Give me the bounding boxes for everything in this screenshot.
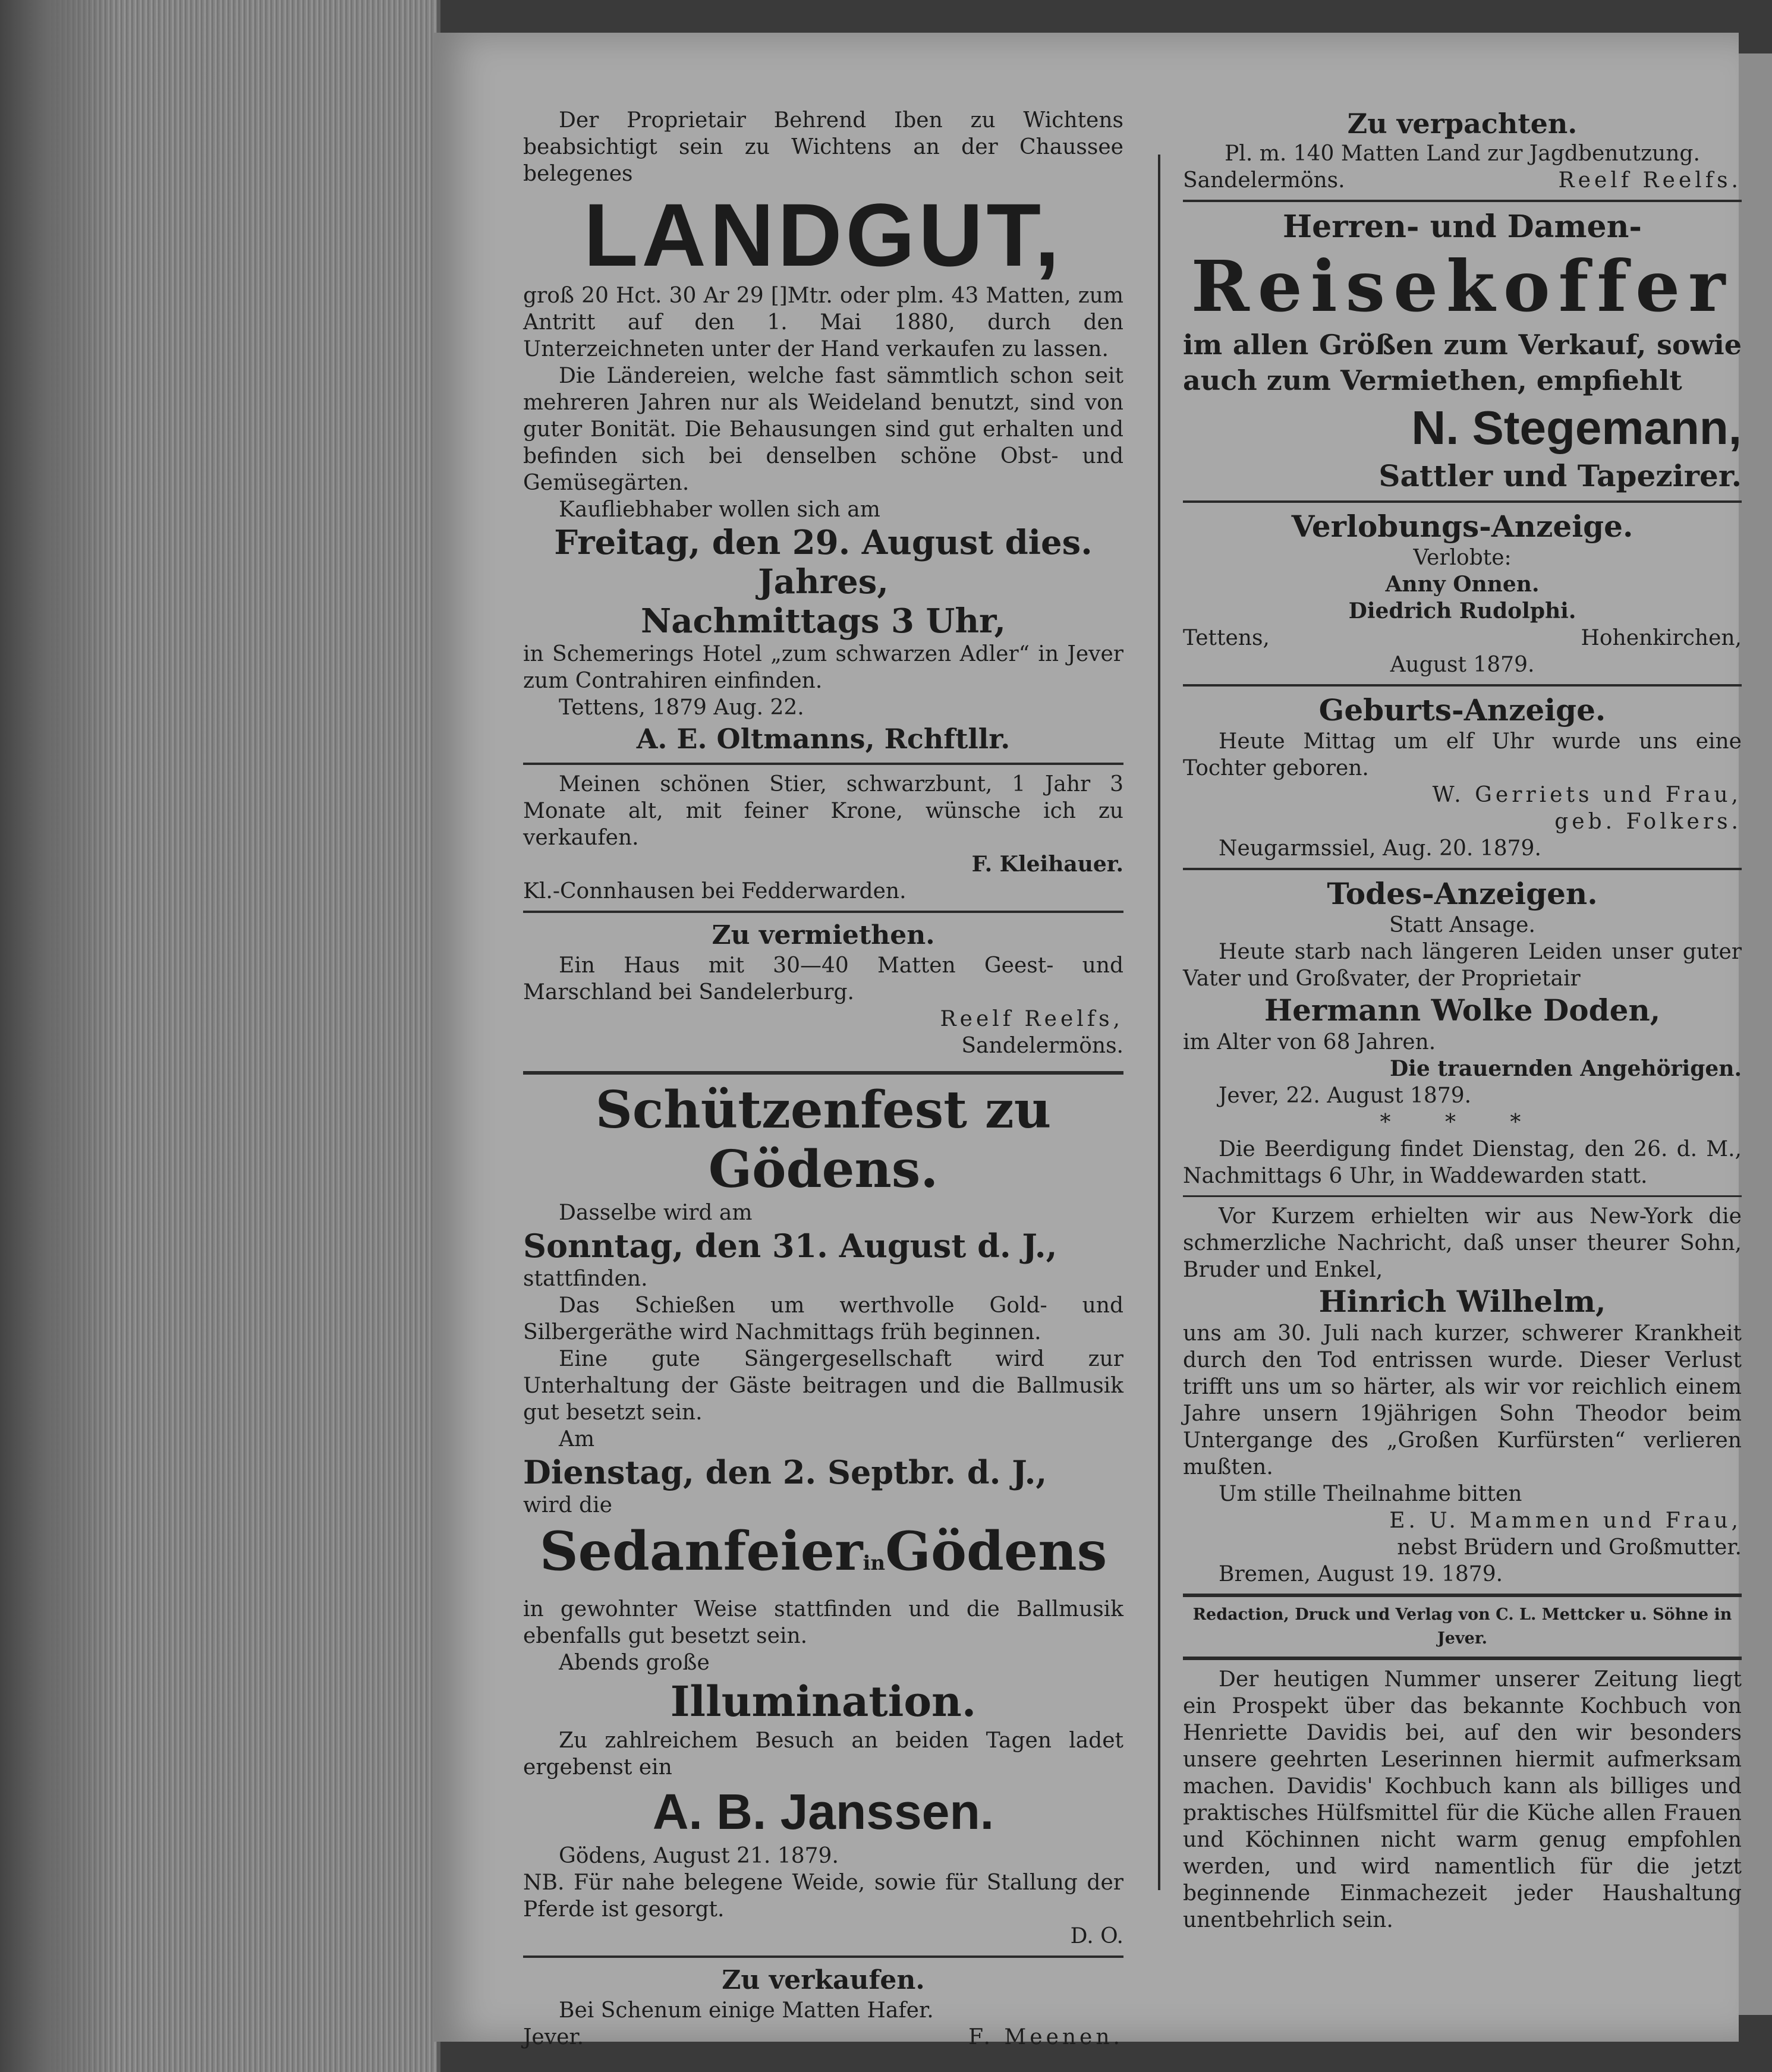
verkaufen-place: Jever. [523, 2025, 584, 2049]
stier-body: Meinen schönen Stier, schwarzbunt, 1 Jahr 3 Monate alt, mit feiner Krone, wünsche ich zu verkaufen. [523, 772, 1123, 850]
stier-signature: F. Kleihauer. [971, 852, 1123, 877]
schuetzenfest-l9: Zu zahlreichem Besuch an beiden Tagen ladet ergebenst ein [523, 1728, 1123, 1780]
verlobung-date: August 1879. [1390, 653, 1535, 677]
schuetzenfest-l4: Eine gute Sängergesellschaft wird zur Unterhaltung der Gäste beitragen und die Ballmusik gut besetzt sein. [523, 1347, 1123, 1425]
koffer-trade: Sattler und Tapezirer. [1378, 458, 1742, 493]
ad-verpachten [1183, 107, 1742, 194]
next-page-strip [1739, 53, 1772, 2015]
schuetzenfest-nb: NB. Für nahe belegene Weide, sowie für Stallung der Pferde ist gesorgt. [523, 1871, 1123, 1922]
vermiethen-sig1: Reelf Reelfs, [940, 1007, 1123, 1031]
schuetzenfest-l7: in gewohnter Weise stattfinden und die Ballmusik ebenfalls gut besetzt sein. [523, 1597, 1123, 1648]
book-page-edges [0, 0, 440, 2072]
todes-age: im Alter von 68 Jahren. [1183, 1030, 1436, 1054]
koffer-name: N. Stegemann, [1411, 401, 1742, 454]
schuetzenfest-headline: Schützenfest zu Gödens. [595, 1080, 1052, 1199]
schuetzenfest-l6: wird die [523, 1493, 612, 1517]
ad-verkaufen [523, 1964, 1123, 2051]
todes-body3: uns am 30. Juli nach kurzer, schwerer Krankheit durch den Tod entrissen wurde. Dieser Verlust trifft uns um so härter, als wir vor reichlich einem Jahre unsern 19jährigen Sohn Theodor beim Untergange des „Großen Kurfürsten“ verlieren mußten. [1183, 1321, 1742, 1479]
schuetzenfest-sunday: Sonntag, den 31. August d. J., [523, 1227, 1057, 1265]
rule [523, 1071, 1123, 1075]
rule [1183, 1195, 1742, 1197]
landgut-body2: Die Ländereien, welche fast sämmtlich schon seit mehreren Jahren nur als Weideland benutzt, sind von guter Bonität. Die Behausungen sind gut erhalten und befinden sich bei denselben schöne Obst- und Gemüsegärten. [523, 364, 1123, 495]
ad-vermiethen [523, 919, 1123, 1059]
verlobung-bride: Anny Onnen. [1385, 572, 1540, 597]
koffer-l1: Herren- und Damen- [1283, 209, 1642, 245]
sedanfeier-headline [523, 1519, 1123, 1596]
ad-verlobung [1183, 509, 1742, 678]
todes-name: Hermann Wolke Doden, [1264, 993, 1661, 1028]
verkaufen-body: Bei Schenum einige Matten Hafer. [559, 1998, 934, 2023]
todes-place-date: Jever, 22. August 1879. [1219, 1084, 1472, 1108]
sedanfeier-place: Gödens [885, 1520, 1107, 1583]
verpachten-signature: Reelf Reelfs. [1558, 168, 1742, 193]
schuetzenfest-nb-sig: D. O. [1070, 1924, 1123, 1948]
beilage-notice: Der heutigen Nummer unserer Zeitung liegt ein Prospekt über das bekannte Kochbuch von Henriette Davidis bei, auf den wir besonders unsere geehrten Leserinnen hiermit aufmerksam machen. Davidis' Kochbuch kann als billiges und praktisches Hülfsmittel für die Küche allen Frauen und Köchinnen nicht warm genug empfohlen werden, und wird namentlich für die jetzt beginnende Einmachezeit jeder Haushaltung unentbehrlich sein. [1183, 1667, 1742, 1932]
ad-reisekoffer [1183, 208, 1742, 495]
rule [1183, 500, 1742, 503]
verlobung-place1: Tettens, [1183, 626, 1270, 650]
koffer-headline: Reisekoffer [1191, 245, 1734, 328]
rule [1183, 868, 1742, 870]
landgut-place-date: Tettens, 1879 Aug. 22. [559, 695, 804, 720]
rule [523, 1956, 1123, 1958]
todes-body2: Vor Kurzem erhielten wir aus New-York die schmerzliche Nachricht, daß unser theurer Sohn, Bruder und Enkel, [1183, 1204, 1742, 1282]
sedanfeier-in: in [863, 1551, 886, 1575]
landgut-intro: Der Proprietair Behrend Iben zu Wichtens beabsichtigt sein zu Wichtens an der Chaussee belegenes [523, 108, 1123, 186]
rule [523, 763, 1123, 765]
schuetzenfest-tuesday: Dienstag, den 2. Septbr. d. J., [523, 1453, 1047, 1491]
todes-mourners: Die trauernden Angehörigen. [1389, 1056, 1742, 1081]
geburt-sig2: geb. Folkers. [1554, 810, 1742, 834]
vermiethen-body: Ein Haus mit 30—40 Matten Geest- und Marschland bei Sandelerburg. [523, 953, 1123, 1004]
todes-name2: Hinrich Wilhelm, [1318, 1284, 1606, 1319]
left-column [523, 107, 1123, 2051]
landgut-headline: LANDGUT, [583, 185, 1063, 285]
verpachten-body: Pl. m. 140 Matten Land zur Jagdbenutzung. [1225, 141, 1700, 166]
host-name: A. B. Janssen. [652, 1784, 994, 1840]
todes-body4: Um stille Theilnahme bitten [1219, 1482, 1522, 1506]
verpachten-footer [1183, 167, 1742, 194]
sedanfeier-word: Sedanfeier [539, 1520, 863, 1583]
schuetzenfest-l2: stattfinden. [523, 1267, 648, 1291]
vermiethen-sig2: Sandelermöns. [961, 1034, 1123, 1058]
todes-sig2: nebst Brüdern und Großmutter. [1397, 1535, 1742, 1560]
koffer-l2: im allen Größen zum Verkauf, sowie auch zum Vermiethen, empfiehlt [1183, 329, 1742, 396]
todes-stars: * * * [1380, 1110, 1545, 1135]
rule [1183, 200, 1742, 202]
geburt-body: Heute Mittag um elf Uhr wurde uns eine Tochter geboren. [1183, 729, 1742, 780]
ad-stier [523, 771, 1123, 905]
landgut-date-line: Freitag, den 29. August dies. Jahres, [554, 523, 1093, 602]
landgut-body1: groß 20 Hct. 30 Ar 29 []Mtr. oder plm. 43 Matten, zum Antritt auf den 1. Mai 1880, durch den Unterzeichneten unter der Hand verkaufen zu lassen. [523, 284, 1123, 361]
verlobung-place2: Hohenkirchen, [1581, 626, 1742, 650]
ad-geburt [1183, 692, 1742, 862]
verlobung-groom: Diedrich Rudolphi. [1348, 599, 1576, 624]
verkaufen-footer [523, 2024, 1123, 2051]
geburt-heading: Geburts-Anzeige. [1318, 692, 1606, 728]
verpachten-place: Sandelermöns. [1183, 168, 1345, 193]
todes-heading: Todes-Anzeigen. [1327, 876, 1598, 911]
right-column [1183, 107, 1742, 1934]
geburt-sig1: W. Gerriets und Frau, [1432, 783, 1742, 807]
landgut-body3: Kaufliebhaber wollen sich am [559, 497, 880, 522]
schuetzenfest-l1: Dasselbe wird am [559, 1201, 753, 1225]
rule [1183, 1594, 1742, 1597]
ad-todes [1183, 876, 1742, 1588]
ad-landgut [523, 107, 1123, 757]
column-divider [1158, 155, 1160, 1890]
landgut-signature: A. E. Oltmanns, Rchftllr. [636, 723, 1011, 755]
todes-sub: Statt Ansage. [1389, 913, 1535, 937]
schuetzenfest-place-date: Gödens, August 21. 1879. [559, 1844, 839, 1868]
todes-sig1: E. U. Mammen und Frau, [1389, 1509, 1742, 1533]
ad-schuetzenfest [523, 1081, 1123, 1950]
verkaufen-heading: Zu verkaufen. [722, 1965, 925, 1995]
landgut-time-line: Nachmittags 3 Uhr, [641, 602, 1006, 641]
rule [523, 911, 1123, 913]
imprint: Redaction, Druck und Verlag von C. L. Mettcker u. Söhne in Jever. [1192, 1605, 1732, 1648]
vermiethen-heading: Zu vermiethen. [712, 920, 935, 950]
schuetzenfest-l5: Am [559, 1427, 595, 1451]
todes-body1: Heute starb nach längeren Leiden unser guter Vater und Großvater, der Proprietair [1183, 940, 1742, 991]
verpachten-heading: Zu verpachten. [1347, 108, 1578, 140]
todes-place-date2: Bremen, August 19. 1879. [1219, 1562, 1503, 1586]
todes-funeral: Die Beerdigung findet Dienstag, den 26. d. M., Nachmittags 6 Uhr, in Waddewarden statt. [1183, 1137, 1742, 1188]
verlobung-places [1183, 625, 1742, 651]
verlobung-heading: Verlobungs-Anzeige. [1291, 509, 1633, 544]
stier-place: Kl.-Connhausen bei Fedderwarden. [523, 879, 907, 903]
illumination-headline: Illumination. [670, 1677, 977, 1726]
landgut-body4: in Schemerings Hotel „zum schwarzen Adler“ in Jever zum Contrahiren einfinden. [523, 642, 1123, 693]
verkaufen-signature: F. Meenen. [968, 2025, 1123, 2049]
schuetzenfest-l3: Das Schießen um werthvolle Gold- und Silbergeräthe wird Nachmittags früh beginnen. [523, 1293, 1123, 1344]
schuetzenfest-l8: Abends große [559, 1651, 710, 1675]
rule [1183, 684, 1742, 687]
verlobung-label: Verlobte: [1413, 546, 1512, 570]
geburt-place-date: Neugarmssiel, Aug. 20. 1879. [1219, 836, 1541, 861]
rule [1183, 1657, 1742, 1660]
